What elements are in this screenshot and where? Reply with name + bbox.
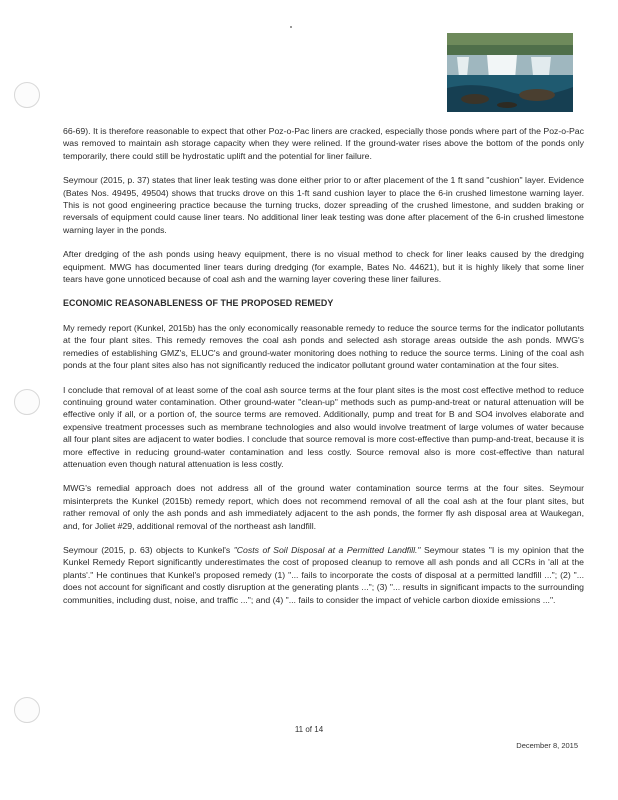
section-heading: ECONOMIC REASONABLENESS OF THE PROPOSED REMEDY [63, 298, 334, 309]
punch-hole-middle [14, 389, 40, 415]
paragraph-disposal-costs [63, 544, 584, 606]
document-date: December 8, 2015 [516, 741, 578, 750]
waterfall-logo-image [447, 33, 573, 112]
paragraph-mwg-approach: MWG's remedial approach does not address all of the ground water contamination source terms at the four sites. Seymour misinterprets the Kunkel (2015b) remedy report, which does not recommend removal of all the coal ash at the four plant sites, but rather removal of only the ash ponds and ash immediately adjacent to the ash ponds, the former fly ash disposal area at Waukegan, and, for Joliet #29, additional removal of the northeast ash landfill. [63, 483, 584, 531]
page-number: 11 of 14 [294, 725, 324, 734]
disposal-costs-title: "Costs of Soil Disposal at a Permitted Landfill." [233, 544, 421, 555]
punch-hole-top [14, 82, 40, 108]
paragraph-source-removal: I conclude that removal of at least some of the coal ash source terms at the four plant sites is the most cost effective method to reduce continuing ground water contamination. Other ground-water "clean-up" methods such as pump-and-treat or natural attenuation will be effective only if all, or a portion of, the source terms are removed. Additionally, pump and treat for B and SO4 involves elaborate and expensive treatment processes such as membrane technologies and also would involve treatment of large volumes of water because all four plant sites are adjacent to water bodies. I conclude that source removal is more cost-effective than pump-and-treat, because it is more effective in reducing ground-water contamination and less costly. Source removal also is more cost-effective than natural attenuation even though natural attenuation is less costly. [63, 384, 584, 469]
disposal-costs-lead: Seymour (2015, p. 63) objects to Kunkel's [63, 544, 234, 555]
disposal-costs-rest: Seymour states "I is my opinion that the Kunkel Remedy Report significantly underestimates the cost of proposed cleanup to remove all ash ponds and all CCRs in 'all at the plants'." He continues that Kunkel's proposed remedy (1) "... fails to incorporate the costs of disposal at a permitted landfill ..."; (2) "... does not account for significant and costly disruption at the generating plants ..."; (3) "... results in significant impacts to the surrounding communities, including dust, noise, and traffic ..."; and (4) "... fails to consider the impact of vehicle carbon dioxide emissions ...". [63, 544, 584, 605]
document-body [63, 125, 584, 618]
paragraph-remedy-report: My remedy report (Kunkel, 2015b) has the only economically reasonable remedy to reduce the source terms for the indicator pollutants at the four plant sites. This remedy removes the coal ash ponds and selected ash storage areas outside the ash ponds. MWG's remedies of establishing GMZ's, ELUC's and ground-water monitoring does nothing to reduce the source terms. Lining of the coal ash ponds at the four plant sites also has not significantly reduced the indicator pollutant ground water contamination at the four sites. [63, 322, 584, 371]
paragraph-dredging: After dredging of the ash ponds using heavy equipment, there is no visual method to check for liner leaks caused by the dredging equipment. MWG has documented liner tears during dredging (for example, Bates No. 44621), but it is highly likely that some liner tears have gone unnoticed because of coal ash and the warning layer covering these liner failures. [63, 249, 584, 285]
scan-speck [290, 26, 292, 28]
punch-hole-bottom [14, 697, 40, 723]
paragraph-liner-cracking: 66-69). It is therefore reasonable to expect that other Poz-o-Pac liners are cracked, especially those ponds where part of the Poz-o-Pac was removed to maintain ash storage capacity when they were relined. If the ground-water rises above the bottom of the ponds only temporarily, there could still be hydrostatic uplift and the potential for liner failure. [63, 126, 584, 161]
paragraph-leak-testing: Seymour (2015, p. 37) states that liner leak testing was done either prior to or after placement of the 1 ft sand "cushion" layer. Evidence (Bates Nos. 49495, 49504) shows that trucks drove on this 1-ft sand cushion layer to place the 6-in crushed limestone warning layer. This is not good engineering practice because the turning trucks, dozer spreading of the crushed limestone, and sudden braking or reversals of equipment could cause liner tears. No additional liner leak testing was done after placement of the 6-in crushed limestone warning layer in the ponds. [63, 175, 584, 235]
